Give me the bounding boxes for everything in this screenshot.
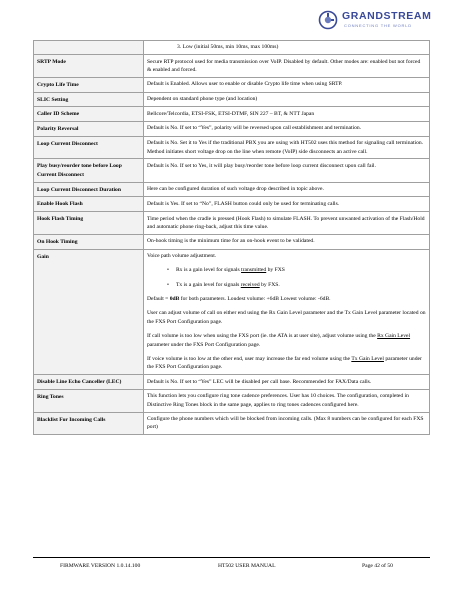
setting-description — [144, 136, 430, 159]
setting-name — [34, 41, 144, 55]
table-row — [34, 122, 430, 137]
description-text: Secure RTP protocol used for media transmission over VoIP. Disabled by default. Other modes are: enabled but not forced & enabled and forced. — [147, 58, 421, 73]
setting-description — [144, 234, 430, 249]
table-row — [34, 234, 430, 249]
setting-description — [144, 159, 430, 182]
firmware-version: FIRMWARE VERSION 1.0.14.100 — [60, 563, 141, 569]
table-row — [34, 212, 430, 235]
setting-name: Loop Current Disconnect — [34, 136, 144, 159]
description-text: Default is Enabled. Allows user to enable or disable Crypto life time when using SRTP. — [147, 81, 343, 88]
description-text: Default is No. If set to “Yes” LEC will be disabled per call base. Recommended for FAX/Data calls. — [147, 378, 372, 385]
description-text: Default is No. Set it to Yes if the traditional PBX you are using with HT502 uses this method for signaling call termination. Method initiates short voltage drop on the line when remote (VoIP) side disconnects an active call. — [147, 140, 424, 155]
setting-description — [144, 107, 430, 122]
setting-description — [144, 77, 430, 92]
table-row — [34, 136, 430, 159]
setting-description — [144, 55, 430, 78]
table-row — [34, 92, 430, 107]
table-row — [34, 375, 430, 390]
setting-name: Blacklist For Incoming Calls — [34, 412, 144, 435]
table-row — [34, 159, 430, 182]
settings-table — [33, 40, 430, 435]
setting-name: Loop Current Disconnect Duration — [34, 182, 144, 197]
gain-tx-item: • Tx is a gain level for signals received by FXS. — [167, 281, 280, 288]
setting-name: On Hook Timing — [34, 234, 144, 249]
setting-name: Caller ID Scheme — [34, 107, 144, 122]
gain-default: Default = 0dB for both parameters. Loudest volume: +6dB Lowest volume: -6dB. — [147, 296, 331, 303]
setting-description — [144, 122, 430, 137]
setting-description — [144, 249, 430, 375]
setting-description — [144, 92, 430, 107]
gain-paragraph: If voice volume is too low at the other end, user may increase the far end volume using the Tx Gain Level parameter under the FXS Port Configuration page. — [147, 356, 422, 371]
table-row — [34, 249, 430, 375]
setting-description — [144, 197, 430, 212]
description-text: Default is No. If set to Yes, it will play busy/reorder tone before loop current disconnect upon call fail. — [147, 162, 376, 169]
table-row — [34, 41, 430, 55]
setting-name: Polarity Reversal — [34, 122, 144, 137]
description-text: Here can be configured duration of such voltage drop described in topic above. — [147, 185, 324, 192]
setting-name: Disable Line Echo Canceller (LEC) — [34, 375, 144, 390]
setting-name: Play busy/reorder tone before Loop Current Disconnect — [34, 159, 144, 182]
manual-title: HT502 USER MANUAL — [218, 563, 276, 569]
grandstream-logo — [318, 9, 440, 33]
table-row — [34, 389, 430, 412]
gain-paragraph: User can adjust volume of call on either end using the Rx Gain Level parameter and the Tx Gain Level parameter located on the FXS Port Configuration page. — [147, 310, 426, 325]
setting-description — [144, 182, 430, 197]
setting-name: SRTP Mode — [34, 55, 144, 78]
description-text: Default is Yes. If set to “No”, FLASH button could only be used for terminating calls. — [147, 200, 340, 207]
table-row — [34, 55, 430, 78]
setting-name: Ring Tones — [34, 389, 144, 412]
setting-name: SLIC Setting — [34, 92, 144, 107]
description-text: On-hook timing is the minimum time for an on-hook event to be validated. — [147, 238, 315, 245]
setting-description — [144, 375, 430, 390]
table-row — [34, 182, 430, 197]
page-number: Page 42 of 50 — [362, 563, 393, 569]
setting-name: Enable Hook Flash — [34, 197, 144, 212]
setting-description — [144, 41, 430, 55]
footer-rule — [33, 557, 430, 558]
description-text: Default is No. If set to “Yes”, polarity will be reversed upon call establishment and termination. — [147, 125, 362, 132]
table-row — [34, 77, 430, 92]
brand-tagline: CONNECTING THE WORLD — [344, 23, 412, 28]
setting-description — [144, 389, 430, 412]
setting-name: Gain — [34, 249, 144, 375]
grandstream-logo-icon — [318, 10, 338, 30]
description-text: Time period when the cradle is pressed (Hook Flash) to simulate FLASH. To prevent unwanted activation of the Flash/Hold and automatic phone ring-back, adjust this time value. — [147, 215, 425, 230]
setting-description — [144, 212, 430, 235]
setting-name: Hook Flash Timing — [34, 212, 144, 235]
table-row — [34, 197, 430, 212]
setting-description — [144, 412, 430, 435]
description-text: 3. Low (initial 50ms, min 10ms, max 100ms) — [177, 44, 279, 51]
description-text: Bellcore/Telcordia, ETSI-FSK, ETSI-DTMF, SIN 227 – BT, & NTT Japan — [147, 110, 315, 117]
description-text: Dependent on standard phone type (and location) — [147, 95, 258, 102]
table-row — [34, 412, 430, 435]
gain-rx-item: • Rx is a gain level for signals transmitted by FXS — [167, 267, 285, 274]
setting-name: Crypto Life Time — [34, 77, 144, 92]
table-row — [34, 107, 430, 122]
brand-name: GRANDSTREAM — [342, 10, 432, 22]
description-text: This function lets you configure ring tone cadence preferences. User has 10 choices. The configuration, completed in Distinctive Ring Tones block in the same page, applies to ring tones cadences configured here. — [147, 393, 409, 408]
gain-paragraph: If call volume is too low when using the FXS port (ie. the ATA is at user site), adjust volume using the Rx Gain Level parameter under the FXS Port Configuration page. — [147, 333, 411, 348]
gain-intro: Voice path volume adjustment. — [147, 252, 217, 259]
description-text: Configure the phone numbers which will be blocked from incoming calls. (Max 8 numbers can be configured for each FXS port) — [147, 415, 424, 431]
